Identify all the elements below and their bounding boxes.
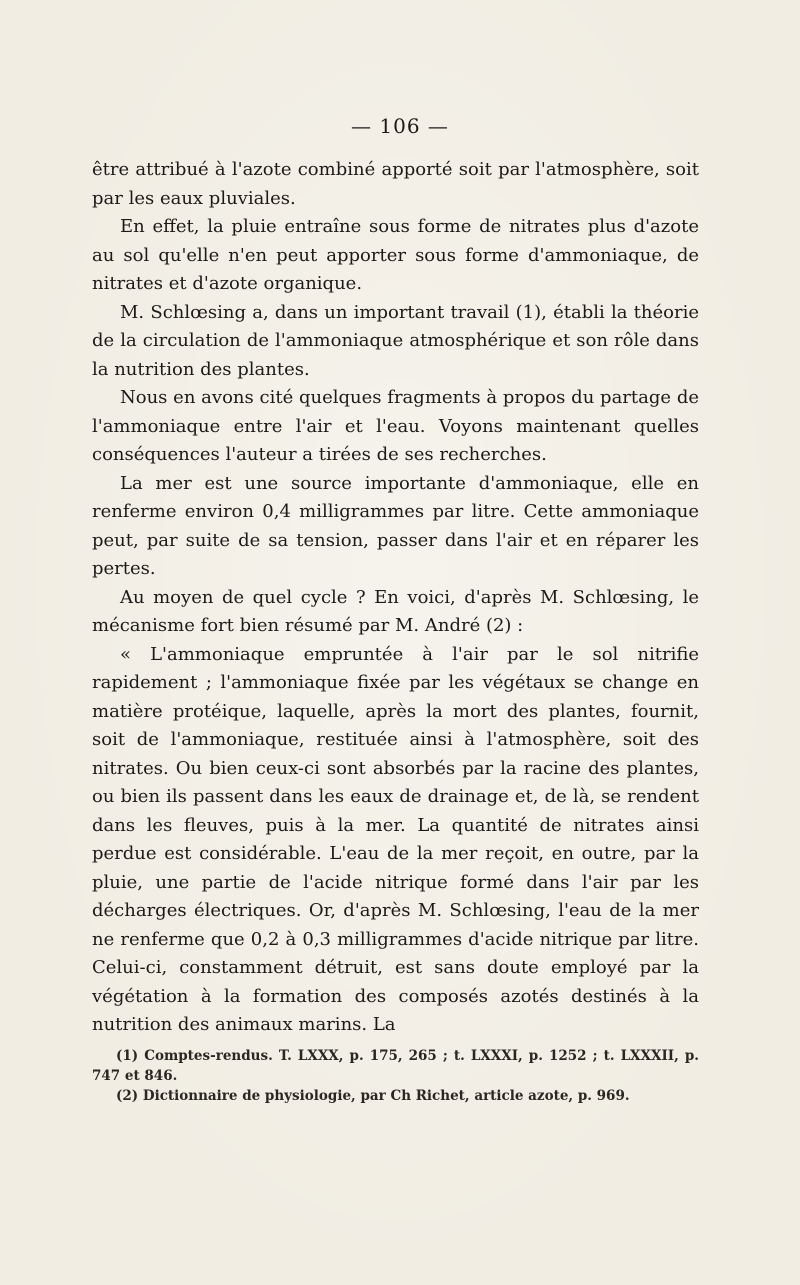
paragraph-andre-quote: « L'ammoniaque empruntée à l'air par le sol nitrifie rapidement ; l'ammoniaque fixée par les végétaux se change en matière protéique, laquelle, après la mort des plantes, fournit, soit de l'ammoniaque, restituée ainsi à l'atmosphère, soit des nitrates. Ou bien ceux-ci sont absorbés par la racine des plantes, ou bien ils passent dans les eaux de drainage et, de là, se rendent dans les fleuves, puis à la mer. La quantité de nitrates ainsi perdue est considérable. L'eau de la mer reçoit, en outre, par la pluie, une partie de l'acide nitrique formé dans l'air par les décharges électriques. Or, d'après M. Schlœsing, l'eau de la mer ne renferme que 0,2 à 0,3 milligrammes d'acide nitrique par litre. Celui-ci, constamment détruit, est sans doute employé par la végétation à la formation des composés azotés destinés à la nutrition des animaux marins. La [92,643,699,1035]
footnote-2: (2) Dictionnaire de physiologie, par Ch Richet, article azote, p. 969. [116,1088,630,1104]
footnotes [92,1046,699,1106]
paragraph-fragments: Nous en avons cité quelques fragments à propos du partage de l'ammoniaque entre l'air et l'eau. Voyons maintenant quelles conséquences l'auteur a tirées de ses recherches. [92,387,699,465]
footnote-1: (1) Comptes-rendus. T. LXXX, p. 175, 265 ; t. LXXXI, p. 1252 ; t. LXXXII, p. 747 et 846. [92,1048,699,1084]
paragraph-sea-ammonia: La mer est une source importante d'ammoniaque, elle en renferme environ 0,4 milligrammes par litre. Cette ammoniaque peut, par suite de sa tension, passer dans l'air et en réparer les pertes. [92,472,699,579]
paragraph-schloesing-theory: M. Schlœsing a, dans un important travail (1), établi la théorie de la circulation de l'ammoniaque atmosphérique et son rôle dans la nutrition des plantes. [92,301,699,380]
paragraph-rain-nitrates: En effet, la pluie entraîne sous forme de nitrates plus d'azote au sol qu'elle n'en peut apporter sous forme d'ammoniaque, de nitrates et d'azote organique. [92,216,699,294]
paragraph-continuation: être attribué à l'azote combiné apporté soit par l'atmosphère, soit par les eaux pluviales. [92,159,699,209]
page-number: — 106 — [351,114,449,138]
body-text [92,156,699,1040]
paragraph-cycle-question: Au moyen de quel cycle ? En voici, d'après M. Schlœsing, le mécanisme fort bien résumé par M. André (2) : [92,586,699,636]
